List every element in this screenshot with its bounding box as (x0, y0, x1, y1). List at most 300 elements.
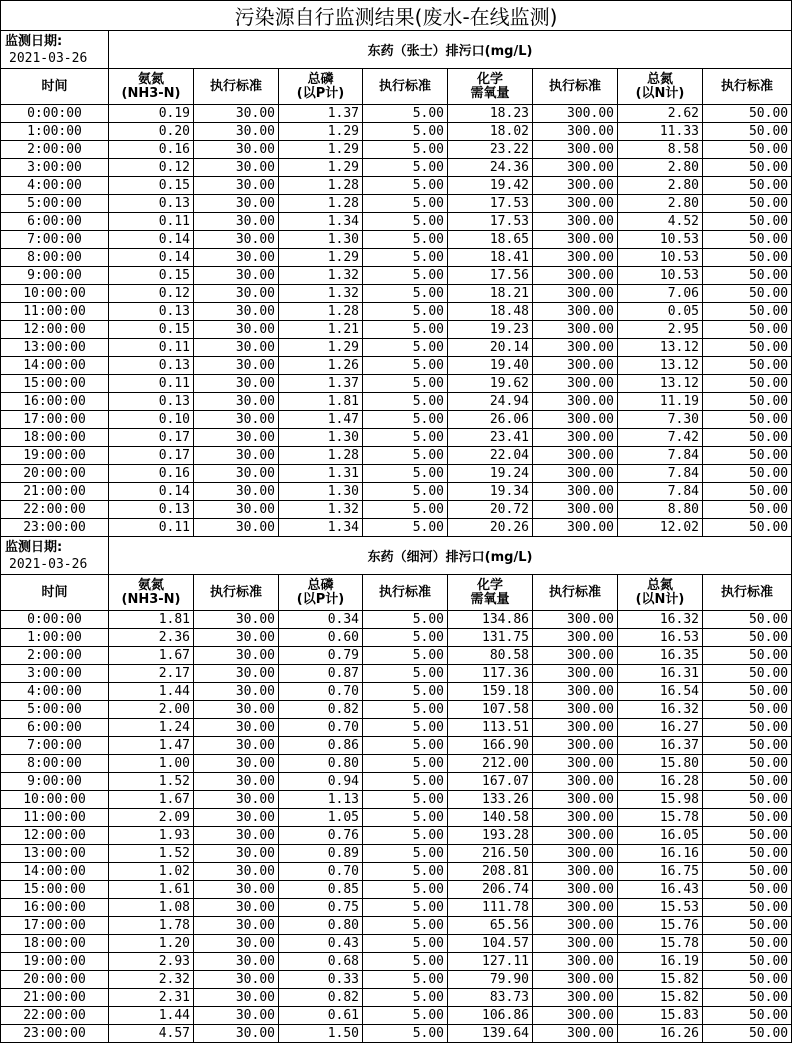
cell-ammonia-nitrogen: 0.11 (109, 339, 194, 357)
cell-time: 9:00:00 (1, 267, 109, 285)
cell-total-phosphorus: 0.82 (279, 701, 363, 719)
cell-time: 13:00:00 (1, 845, 109, 863)
cell-time: 19:00:00 (1, 953, 109, 971)
cell-time: 4:00:00 (1, 177, 109, 195)
cell-ammonia-standard: 30.00 (194, 809, 279, 827)
cell-nitrogen-standard: 50.00 (703, 285, 792, 303)
column-header-total-phosphorus: 总磷 (以P计) (279, 575, 363, 611)
cell-phosphorus-standard: 5.00 (363, 665, 448, 683)
cell-ammonia-nitrogen: 0.17 (109, 447, 194, 465)
cell-total-phosphorus: 0.70 (279, 863, 363, 881)
monitoring-date-cell (1, 537, 109, 575)
cell-total-nitrogen: 16.54 (618, 683, 703, 701)
cell-cod-standard: 300.00 (533, 809, 618, 827)
column-header-cod: 化学 需氧量 (448, 69, 533, 105)
cell-total-nitrogen: 12.02 (618, 519, 703, 537)
cell-nitrogen-standard: 50.00 (703, 1007, 792, 1025)
cell-nitrogen-standard: 50.00 (703, 465, 792, 483)
cell-ammonia-standard: 30.00 (194, 375, 279, 393)
cell-nitrogen-standard: 50.00 (703, 863, 792, 881)
cell-total-phosphorus: 1.47 (279, 411, 363, 429)
cell-nitrogen-standard: 50.00 (703, 195, 792, 213)
cell-ammonia-standard: 30.00 (194, 791, 279, 809)
table-row (1, 465, 792, 483)
cell-nitrogen-standard: 50.00 (703, 375, 792, 393)
cell-cod: 140.58 (448, 809, 533, 827)
cell-ammonia-nitrogen: 0.11 (109, 375, 194, 393)
cell-cod: 20.72 (448, 501, 533, 519)
cell-ammonia-standard: 30.00 (194, 231, 279, 249)
table-row (1, 755, 792, 773)
cell-ammonia-standard: 30.00 (194, 465, 279, 483)
cell-total-nitrogen: 15.98 (618, 791, 703, 809)
cell-ammonia-nitrogen: 0.12 (109, 159, 194, 177)
cell-total-phosphorus: 0.34 (279, 611, 363, 629)
cell-cod: 18.21 (448, 285, 533, 303)
cell-phosphorus-standard: 5.00 (363, 719, 448, 737)
cell-cod: 127.11 (448, 953, 533, 971)
cell-time: 6:00:00 (1, 213, 109, 231)
cell-nitrogen-standard: 50.00 (703, 357, 792, 375)
cell-nitrogen-standard: 50.00 (703, 303, 792, 321)
monitoring-date-label: 监测日期: (5, 33, 63, 49)
table-row (1, 105, 792, 123)
cell-total-phosphorus: 0.68 (279, 953, 363, 971)
cell-nitrogen-standard: 50.00 (703, 629, 792, 647)
cell-total-nitrogen: 15.76 (618, 917, 703, 935)
cell-cod: 113.51 (448, 719, 533, 737)
cell-total-nitrogen: 2.95 (618, 321, 703, 339)
cell-total-nitrogen: 2.80 (618, 195, 703, 213)
cell-total-phosphorus: 1.28 (279, 177, 363, 195)
column-header-time: 时间 (1, 69, 109, 105)
cell-ammonia-nitrogen: 0.11 (109, 213, 194, 231)
cell-ammonia-nitrogen: 1.20 (109, 935, 194, 953)
cell-time: 17:00:00 (1, 917, 109, 935)
cell-total-phosphorus: 0.82 (279, 989, 363, 1007)
cell-total-nitrogen: 7.30 (618, 411, 703, 429)
cell-total-nitrogen: 16.19 (618, 953, 703, 971)
cell-total-nitrogen: 11.33 (618, 123, 703, 141)
cell-nitrogen-standard: 50.00 (703, 917, 792, 935)
table-row (1, 303, 792, 321)
cell-ammonia-nitrogen: 0.20 (109, 123, 194, 141)
table-row (1, 953, 792, 971)
cell-ammonia-nitrogen: 0.19 (109, 105, 194, 123)
cell-total-nitrogen: 4.52 (618, 213, 703, 231)
cell-time: 20:00:00 (1, 465, 109, 483)
cell-phosphorus-standard: 5.00 (363, 611, 448, 629)
cell-cod-standard: 300.00 (533, 177, 618, 195)
cell-ammonia-standard: 30.00 (194, 393, 279, 411)
cell-cod: 23.22 (448, 141, 533, 159)
cell-total-nitrogen: 16.43 (618, 881, 703, 899)
table-row (1, 357, 792, 375)
cell-cod-standard: 300.00 (533, 195, 618, 213)
cell-time: 21:00:00 (1, 483, 109, 501)
cell-time: 18:00:00 (1, 429, 109, 447)
cell-ammonia-standard: 30.00 (194, 773, 279, 791)
cell-cod-standard: 300.00 (533, 321, 618, 339)
cell-ammonia-standard: 30.00 (194, 267, 279, 285)
cell-time: 4:00:00 (1, 683, 109, 701)
cell-cod-standard: 300.00 (533, 501, 618, 519)
cell-time: 15:00:00 (1, 881, 109, 899)
cell-ammonia-standard: 30.00 (194, 357, 279, 375)
cell-phosphorus-standard: 5.00 (363, 845, 448, 863)
cell-cod-standard: 300.00 (533, 629, 618, 647)
cell-total-phosphorus: 1.30 (279, 483, 363, 501)
column-header-time: 时间 (1, 575, 109, 611)
cell-phosphorus-standard: 5.00 (363, 953, 448, 971)
cell-nitrogen-standard: 50.00 (703, 701, 792, 719)
cell-ammonia-standard: 30.00 (194, 321, 279, 339)
cell-ammonia-standard: 30.00 (194, 683, 279, 701)
cell-cod-standard: 300.00 (533, 303, 618, 321)
column-header-row (1, 69, 792, 105)
cell-cod: 24.94 (448, 393, 533, 411)
cell-ammonia-nitrogen: 0.13 (109, 501, 194, 519)
cell-nitrogen-standard: 50.00 (703, 267, 792, 285)
table-row (1, 339, 792, 357)
cell-ammonia-standard: 30.00 (194, 159, 279, 177)
cell-total-phosphorus: 0.80 (279, 755, 363, 773)
cell-cod-standard: 300.00 (533, 737, 618, 755)
cell-ammonia-nitrogen: 1.67 (109, 791, 194, 809)
cell-total-phosphorus: 1.26 (279, 357, 363, 375)
cell-time: 12:00:00 (1, 321, 109, 339)
cell-ammonia-nitrogen: 1.44 (109, 683, 194, 701)
cell-time: 11:00:00 (1, 303, 109, 321)
cell-total-phosphorus: 0.80 (279, 917, 363, 935)
column-header-total-phosphorus: 总磷 (以P计) (279, 69, 363, 105)
cell-total-phosphorus: 1.13 (279, 791, 363, 809)
cell-phosphorus-standard: 5.00 (363, 971, 448, 989)
table-row (1, 249, 792, 267)
cell-ammonia-nitrogen: 1.44 (109, 1007, 194, 1025)
cell-time: 14:00:00 (1, 863, 109, 881)
cell-phosphorus-standard: 5.00 (363, 629, 448, 647)
cell-cod-standard: 300.00 (533, 249, 618, 267)
cell-time: 18:00:00 (1, 935, 109, 953)
table-row (1, 483, 792, 501)
cell-total-phosphorus: 1.30 (279, 429, 363, 447)
cell-phosphorus-standard: 5.00 (363, 411, 448, 429)
cell-total-phosphorus: 1.31 (279, 465, 363, 483)
cell-cod: 131.75 (448, 629, 533, 647)
cell-total-phosphorus: 1.37 (279, 105, 363, 123)
cell-time: 8:00:00 (1, 249, 109, 267)
table-row (1, 393, 792, 411)
cell-ammonia-standard: 30.00 (194, 647, 279, 665)
cell-time: 3:00:00 (1, 159, 109, 177)
cell-total-phosphorus: 1.29 (279, 123, 363, 141)
cell-cod: 17.53 (448, 213, 533, 231)
cell-total-phosphorus: 0.75 (279, 899, 363, 917)
cell-cod: 167.07 (448, 773, 533, 791)
cell-total-phosphorus: 0.76 (279, 827, 363, 845)
cell-time: 5:00:00 (1, 195, 109, 213)
cell-cod: 18.23 (448, 105, 533, 123)
cell-ammonia-standard: 30.00 (194, 501, 279, 519)
cell-ammonia-standard: 30.00 (194, 755, 279, 773)
cell-ammonia-nitrogen: 0.14 (109, 231, 194, 249)
column-header-ammonia-nitrogen: 氨氮 (NH3-N) (109, 575, 194, 611)
cell-cod-standard: 300.00 (533, 141, 618, 159)
cell-ammonia-nitrogen: 1.61 (109, 881, 194, 899)
cell-phosphorus-standard: 5.00 (363, 159, 448, 177)
cell-total-nitrogen: 7.84 (618, 447, 703, 465)
cell-cod-standard: 300.00 (533, 159, 618, 177)
cell-ammonia-nitrogen: 0.13 (109, 357, 194, 375)
cell-time: 11:00:00 (1, 809, 109, 827)
cell-ammonia-standard: 30.00 (194, 827, 279, 845)
table-row (1, 827, 792, 845)
cell-ammonia-standard: 30.00 (194, 177, 279, 195)
cell-cod-standard: 300.00 (533, 989, 618, 1007)
cell-ammonia-standard: 30.00 (194, 483, 279, 501)
cell-total-phosphorus: 0.33 (279, 971, 363, 989)
cell-phosphorus-standard: 5.00 (363, 1007, 448, 1025)
cell-time: 3:00:00 (1, 665, 109, 683)
cell-total-nitrogen: 15.83 (618, 1007, 703, 1025)
cell-phosphorus-standard: 5.00 (363, 519, 448, 537)
cell-cod: 79.90 (448, 971, 533, 989)
table-row (1, 447, 792, 465)
cell-cod: 111.78 (448, 899, 533, 917)
column-header-cod-standard: 执行标准 (533, 575, 618, 611)
cell-ammonia-nitrogen: 1.08 (109, 899, 194, 917)
cell-phosphorus-standard: 5.00 (363, 249, 448, 267)
cell-phosphorus-standard: 5.00 (363, 647, 448, 665)
cell-total-phosphorus: 1.28 (279, 447, 363, 465)
cell-total-nitrogen: 15.78 (618, 809, 703, 827)
cell-total-phosphorus: 1.37 (279, 375, 363, 393)
cell-total-nitrogen: 2.80 (618, 177, 703, 195)
cell-phosphorus-standard: 5.00 (363, 213, 448, 231)
cell-total-nitrogen: 7.84 (618, 465, 703, 483)
cell-cod: 17.56 (448, 267, 533, 285)
cell-phosphorus-standard: 5.00 (363, 321, 448, 339)
cell-phosphorus-standard: 5.00 (363, 303, 448, 321)
cell-cod-standard: 300.00 (533, 719, 618, 737)
cell-total-phosphorus: 1.28 (279, 195, 363, 213)
column-header-nitrogen-standard: 执行标准 (703, 575, 792, 611)
cell-total-nitrogen: 8.58 (618, 141, 703, 159)
cell-cod: 20.26 (448, 519, 533, 537)
cell-ammonia-nitrogen: 0.11 (109, 519, 194, 537)
cell-nitrogen-standard: 50.00 (703, 719, 792, 737)
cell-total-phosphorus: 1.29 (279, 141, 363, 159)
cell-ammonia-nitrogen: 0.16 (109, 465, 194, 483)
cell-phosphorus-standard: 5.00 (363, 701, 448, 719)
cell-cod: 83.73 (448, 989, 533, 1007)
cell-total-nitrogen: 7.42 (618, 429, 703, 447)
column-header-total-nitrogen: 总氮 (以N计) (618, 69, 703, 105)
cell-ammonia-nitrogen: 4.57 (109, 1025, 194, 1043)
cell-total-phosphorus: 1.29 (279, 159, 363, 177)
cell-phosphorus-standard: 5.00 (363, 827, 448, 845)
cell-nitrogen-standard: 50.00 (703, 339, 792, 357)
cell-total-phosphorus: 1.32 (279, 267, 363, 285)
cell-cod-standard: 300.00 (533, 647, 618, 665)
cell-nitrogen-standard: 50.00 (703, 611, 792, 629)
table-row (1, 267, 792, 285)
monitoring-date-value: 2021-03-26 (9, 556, 88, 572)
cell-ammonia-nitrogen: 0.13 (109, 393, 194, 411)
cell-nitrogen-standard: 50.00 (703, 881, 792, 899)
cell-phosphorus-standard: 5.00 (363, 989, 448, 1007)
cell-phosphorus-standard: 5.00 (363, 501, 448, 519)
cell-total-phosphorus: 1.30 (279, 231, 363, 249)
cell-total-phosphorus: 0.89 (279, 845, 363, 863)
cell-phosphorus-standard: 5.00 (363, 285, 448, 303)
cell-cod-standard: 300.00 (533, 1025, 618, 1043)
column-header-nitrogen-standard: 执行标准 (703, 69, 792, 105)
cell-ammonia-nitrogen: 0.14 (109, 483, 194, 501)
cell-total-phosphorus: 0.86 (279, 737, 363, 755)
cell-cod-standard: 300.00 (533, 339, 618, 357)
cell-nitrogen-standard: 50.00 (703, 971, 792, 989)
monitoring-date-cell (1, 31, 109, 69)
column-header-total-nitrogen: 总氮 (以N计) (618, 575, 703, 611)
cell-ammonia-nitrogen: 0.13 (109, 195, 194, 213)
cell-time: 5:00:00 (1, 701, 109, 719)
cell-ammonia-nitrogen: 1.47 (109, 737, 194, 755)
table-row (1, 989, 792, 1007)
table-row (1, 123, 792, 141)
cell-cod-standard: 300.00 (533, 213, 618, 231)
cell-ammonia-standard: 30.00 (194, 971, 279, 989)
column-header-ammonia-standard: 执行标准 (194, 575, 279, 611)
table-row (1, 647, 792, 665)
cell-cod: 80.58 (448, 647, 533, 665)
cell-total-nitrogen: 7.84 (618, 483, 703, 501)
cell-time: 12:00:00 (1, 827, 109, 845)
cell-ammonia-standard: 30.00 (194, 141, 279, 159)
cell-nitrogen-standard: 50.00 (703, 809, 792, 827)
cell-phosphorus-standard: 5.00 (363, 357, 448, 375)
cell-time: 0:00:00 (1, 105, 109, 123)
cell-cod: 17.53 (448, 195, 533, 213)
table-row (1, 195, 792, 213)
table-row (1, 683, 792, 701)
cell-total-nitrogen: 16.32 (618, 611, 703, 629)
cell-phosphorus-standard: 5.00 (363, 1025, 448, 1043)
cell-cod-standard: 300.00 (533, 971, 618, 989)
cell-ammonia-nitrogen: 2.31 (109, 989, 194, 1007)
cell-total-nitrogen: 16.37 (618, 737, 703, 755)
cell-time: 22:00:00 (1, 1007, 109, 1025)
cell-cod: 19.42 (448, 177, 533, 195)
cell-time: 21:00:00 (1, 989, 109, 1007)
cell-nitrogen-standard: 50.00 (703, 411, 792, 429)
cell-phosphorus-standard: 5.00 (363, 375, 448, 393)
cell-ammonia-nitrogen: 0.16 (109, 141, 194, 159)
cell-time: 1:00:00 (1, 629, 109, 647)
cell-ammonia-standard: 30.00 (194, 1025, 279, 1043)
cell-ammonia-standard: 30.00 (194, 665, 279, 683)
cell-ammonia-nitrogen: 0.10 (109, 411, 194, 429)
cell-nitrogen-standard: 50.00 (703, 483, 792, 501)
table-row (1, 899, 792, 917)
cell-cod-standard: 300.00 (533, 827, 618, 845)
cell-total-nitrogen: 2.62 (618, 105, 703, 123)
cell-ammonia-standard: 30.00 (194, 737, 279, 755)
cell-cod: 18.41 (448, 249, 533, 267)
table-row (1, 701, 792, 719)
cell-total-nitrogen: 8.80 (618, 501, 703, 519)
cell-total-phosphorus: 1.32 (279, 285, 363, 303)
cell-cod: 24.36 (448, 159, 533, 177)
cell-cod-standard: 300.00 (533, 791, 618, 809)
cell-phosphorus-standard: 5.00 (363, 773, 448, 791)
cell-total-nitrogen: 7.06 (618, 285, 703, 303)
cell-ammonia-standard: 30.00 (194, 447, 279, 465)
cell-total-phosphorus: 1.21 (279, 321, 363, 339)
cell-total-phosphorus: 1.34 (279, 213, 363, 231)
cell-cod-standard: 300.00 (533, 375, 618, 393)
cell-time: 15:00:00 (1, 375, 109, 393)
cell-cod: 206.74 (448, 881, 533, 899)
cell-ammonia-standard: 30.00 (194, 629, 279, 647)
table-row (1, 501, 792, 519)
cell-cod-standard: 300.00 (533, 935, 618, 953)
table-row (1, 321, 792, 339)
monitoring-date-value: 2021-03-26 (9, 50, 88, 66)
cell-cod-standard: 300.00 (533, 447, 618, 465)
table-row (1, 629, 792, 647)
table-row (1, 141, 792, 159)
cell-cod: 139.64 (448, 1025, 533, 1043)
cell-phosphorus-standard: 5.00 (363, 267, 448, 285)
cell-nitrogen-standard: 50.00 (703, 845, 792, 863)
cell-nitrogen-standard: 50.00 (703, 519, 792, 537)
cell-nitrogen-standard: 50.00 (703, 665, 792, 683)
cell-cod: 106.86 (448, 1007, 533, 1025)
cell-total-nitrogen: 16.16 (618, 845, 703, 863)
cell-cod-standard: 300.00 (533, 267, 618, 285)
cell-cod: 26.06 (448, 411, 533, 429)
report-title: 污染源自行监测结果(废水-在线监测) (1, 1, 792, 31)
cell-cod-standard: 300.00 (533, 773, 618, 791)
cell-phosphorus-standard: 5.00 (363, 881, 448, 899)
cell-total-phosphorus: 0.70 (279, 683, 363, 701)
cell-phosphorus-standard: 5.00 (363, 465, 448, 483)
cell-ammonia-standard: 30.00 (194, 917, 279, 935)
cell-ammonia-nitrogen: 0.13 (109, 303, 194, 321)
table-row (1, 611, 792, 629)
table-row (1, 917, 792, 935)
cell-total-nitrogen: 16.35 (618, 647, 703, 665)
cell-time: 13:00:00 (1, 339, 109, 357)
cell-ammonia-nitrogen: 2.32 (109, 971, 194, 989)
monitoring-date-label: 监测日期: (5, 539, 63, 555)
cell-nitrogen-standard: 50.00 (703, 177, 792, 195)
cell-ammonia-standard: 30.00 (194, 719, 279, 737)
cell-nitrogen-standard: 50.00 (703, 827, 792, 845)
cell-cod: 117.36 (448, 665, 533, 683)
cell-cod: 18.48 (448, 303, 533, 321)
table-row (1, 935, 792, 953)
cell-nitrogen-standard: 50.00 (703, 123, 792, 141)
cell-cod: 134.86 (448, 611, 533, 629)
cell-phosphorus-standard: 5.00 (363, 177, 448, 195)
cell-total-nitrogen: 13.12 (618, 375, 703, 393)
cell-phosphorus-standard: 5.00 (363, 791, 448, 809)
cell-ammonia-standard: 30.00 (194, 989, 279, 1007)
cell-cod-standard: 300.00 (533, 701, 618, 719)
